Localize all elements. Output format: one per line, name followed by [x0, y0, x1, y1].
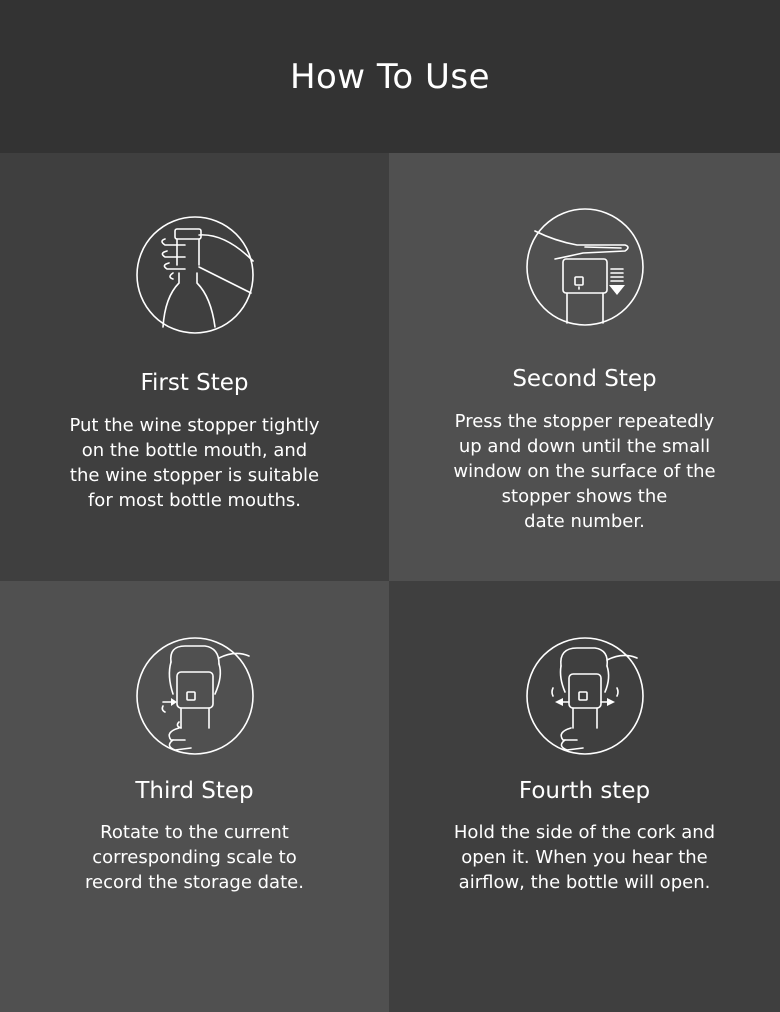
step-description: Hold the side of the cork and open it. When you hear the airflow, the bottle will open.	[453, 822, 716, 893]
step-description: Press the stopper repeatedly up and down until the small window on the surface of the stopper shows the date number.	[453, 411, 716, 532]
page-header	[0, 0, 780, 153]
hand-rotating-stopper-icon	[135, 636, 255, 756]
hand-pressing-stopper-icon	[525, 207, 645, 327]
hand-opening-stopper-icon	[525, 636, 645, 756]
page-title: How To Use	[289, 56, 491, 97]
step-card-third	[0, 581, 389, 1012]
step-title: Fourth step	[518, 778, 651, 804]
step-card-second	[389, 153, 780, 581]
step-description: Rotate to the current corresponding scale to record the storage date.	[85, 822, 304, 893]
step-title: First Step	[140, 370, 249, 396]
step-card-fourth	[389, 581, 780, 1012]
step-description: Put the wine stopper tightly on the bottle mouth, and the wine stopper is suitable for most bottle mouths.	[69, 415, 320, 511]
step-title: Second Step	[512, 366, 657, 392]
step-card-first	[0, 153, 389, 581]
hand-placing-stopper-icon	[135, 215, 255, 335]
step-title: Third Step	[135, 778, 254, 804]
